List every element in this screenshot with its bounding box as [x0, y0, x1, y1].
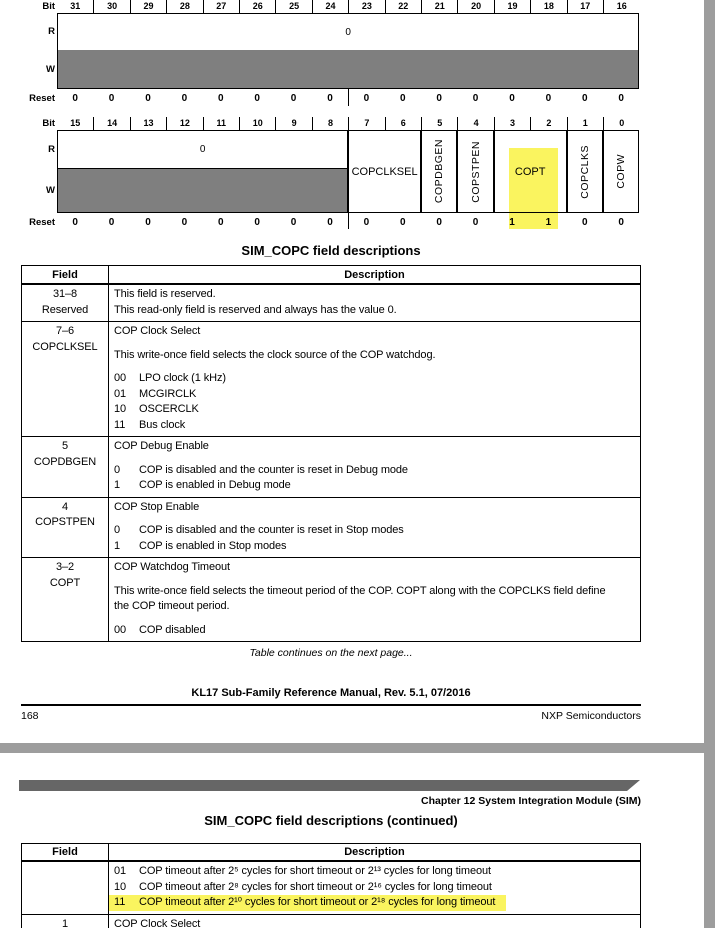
field-line: 5: [61, 440, 69, 452]
description-line: This write-once field selects the clock source of the COP watchdog.: [114, 348, 436, 361]
description-cell: [109, 558, 640, 641]
option-code: 00: [114, 623, 127, 636]
reset-value: 0: [509, 93, 515, 104]
reset-value: 0: [436, 217, 442, 228]
reset-value: 0: [618, 217, 624, 228]
field-cell-copstpen: [457, 130, 493, 213]
option-code: 10: [114, 880, 127, 893]
bit-number: 28: [166, 0, 202, 13]
field-cell: [22, 437, 109, 497]
reset-value: 0: [181, 93, 188, 104]
bit-number: 7: [348, 117, 384, 130]
table-row: [22, 497, 640, 558]
option-line: [114, 539, 640, 555]
option-text: OSCERCLK: [139, 403, 199, 415]
description-line: COP Clock Select: [114, 325, 201, 337]
option-code: 11: [114, 418, 126, 431]
blank-line: [114, 576, 640, 584]
reset-value: 0: [436, 93, 442, 104]
field-cell-copw: [603, 130, 639, 213]
reset-value: 0: [145, 217, 151, 228]
option-code: 10: [114, 403, 127, 415]
description-line: COP Clock Select: [114, 917, 201, 928]
read-row-label: R: [48, 144, 55, 155]
field-cell-copclks: [567, 130, 603, 213]
header-field: Field: [22, 266, 109, 283]
reset-value: 0: [218, 217, 224, 228]
reset-value: 0: [472, 93, 479, 104]
read-row-label: R: [48, 26, 55, 37]
bit-number: 27: [203, 0, 239, 13]
option-line: [114, 523, 640, 539]
field-cell-copdbgen: [421, 130, 457, 213]
option-text: COP is enabled in Stop modes: [139, 539, 287, 552]
chapter-header-band: [19, 780, 640, 791]
option-text: Bus clock: [139, 418, 186, 431]
description-line: This write-once field selects the timeout period of the COP. COPT along with the COPCLKS field define: [114, 584, 606, 597]
field-cell: [22, 322, 109, 436]
field-line: COPSTPEN: [35, 516, 95, 528]
field-name: COPCLKS: [578, 144, 591, 199]
blank-line: [114, 455, 640, 463]
option-text: COP is disabled and the counter is reset in Stop modes: [139, 524, 404, 536]
table-title: SIM_COPC field descriptions: [241, 243, 421, 258]
description-cell: [109, 915, 640, 928]
table-row: [22, 436, 640, 497]
table-title-continued: SIM_COPC field descriptions (continued): [204, 813, 458, 828]
bit-number: 25: [275, 0, 311, 13]
bit-number: 23: [348, 0, 384, 13]
bit-number: 17: [567, 0, 603, 13]
byte-boundary-tick: [348, 213, 349, 229]
field-cell: [22, 498, 109, 558]
option-line: [114, 371, 640, 387]
reset-value: 0: [618, 93, 624, 104]
option-line: [114, 478, 640, 494]
option-code: 11: [114, 896, 126, 908]
field-line: COPDBGEN: [33, 455, 97, 468]
field-name: COPT: [514, 165, 546, 178]
bit-number: 11: [203, 117, 239, 130]
page-2: [0, 753, 704, 928]
field-line: COPT: [49, 576, 81, 589]
field-line: 7–6: [55, 325, 75, 337]
reset-value: 0: [327, 217, 333, 228]
description-cell: [109, 285, 640, 321]
field-cell-copclksel: [348, 130, 421, 213]
reset-value: 0: [145, 93, 151, 104]
table-header-row: [22, 266, 640, 284]
table-continues-note: Table continues on the next page...: [249, 647, 413, 659]
footer-publisher: NXP Semiconductors: [541, 710, 641, 722]
table-row: [22, 557, 640, 641]
bit-row-label: Bit: [42, 1, 55, 12]
footer-page-number: 168: [21, 710, 39, 722]
field-line: COPCLKSEL: [32, 340, 98, 353]
bit-number: 12: [166, 117, 202, 130]
chapter-header: Chapter 12 System Integration Module (SIM): [421, 795, 641, 807]
reset-value: 0: [254, 217, 260, 228]
reset-value: 0: [400, 93, 406, 104]
bit-number: 10: [239, 117, 275, 130]
reset-value: 0: [582, 93, 588, 104]
field-name: COPCLKSEL: [351, 165, 418, 178]
blank-line: [114, 340, 640, 348]
table-row: [22, 321, 640, 436]
reserved-write-area: [58, 168, 347, 212]
blank-line: [114, 515, 640, 523]
bit-number: 14: [93, 117, 129, 130]
reset-value: 0: [290, 217, 297, 228]
description-line: COP Watchdog Timeout: [114, 561, 230, 573]
field-line: Reserved: [41, 303, 89, 316]
bit-number: 1: [567, 117, 603, 130]
description-line: the COP timeout period.: [114, 600, 230, 612]
option-code: 01: [114, 865, 127, 877]
reset-value: 0: [72, 217, 78, 228]
bit-number: 5: [421, 117, 457, 130]
scrollbar-track[interactable]: [704, 0, 715, 928]
reset-row-label: Reset: [29, 93, 55, 104]
bit-number: 8: [312, 117, 348, 130]
reset-row-label: Reset: [29, 217, 55, 228]
description-line: This field is reserved.: [114, 288, 216, 300]
bit-number: 9: [275, 117, 311, 130]
bit-number: 19: [494, 0, 530, 13]
option-code: 1: [114, 539, 121, 552]
bit-number: 22: [385, 0, 421, 13]
field-cell: [22, 558, 109, 641]
bit-number: 4: [457, 117, 493, 130]
write-row-cell: [57, 50, 639, 89]
option-line: [114, 880, 640, 896]
option-text: COP is enabled in Debug mode: [139, 479, 291, 491]
option-code: 1: [114, 479, 121, 491]
reset-value: 1: [509, 217, 515, 228]
bit-number: 15: [70, 118, 81, 128]
bit-number: 13: [130, 117, 166, 130]
bit-number: 0: [603, 117, 639, 130]
bit-row-label: Bit: [42, 118, 55, 129]
field-cell-copt: [494, 130, 567, 213]
field-cell: [22, 862, 109, 914]
table-row: [22, 861, 640, 914]
footer-rule: [21, 704, 641, 706]
field-descriptions-table: [21, 265, 641, 642]
bit-number: 30: [93, 0, 129, 13]
option-line-highlighted: [109, 895, 506, 911]
option-line: [114, 402, 640, 418]
table-row: [22, 284, 640, 321]
field-cell: [22, 915, 109, 928]
bit-number: 6: [385, 117, 421, 130]
bit-number: 18: [530, 0, 566, 13]
reset-value: 0: [327, 93, 333, 104]
reset-value: 0: [290, 93, 297, 104]
option-line: [114, 387, 640, 403]
option-text: COP is disabled and the counter is reset in Debug mode: [139, 463, 408, 476]
reset-value: 0: [363, 217, 370, 228]
description-cell: [109, 862, 640, 914]
reset-value: 0: [400, 217, 406, 228]
field-name: COPSTPEN: [469, 140, 482, 203]
reset-value: 0: [582, 217, 588, 228]
bit-number: 21: [421, 0, 457, 13]
header-field: Field: [22, 844, 109, 860]
description-line: COP Debug Enable: [114, 440, 209, 452]
field-cell: [22, 285, 109, 321]
option-line: [114, 418, 640, 434]
bit-number: 29: [130, 0, 166, 13]
reserved-field-cell: [57, 130, 348, 213]
reset-value: 0: [472, 217, 479, 228]
page-separator: [0, 743, 704, 753]
option-code: 01: [114, 387, 127, 400]
reset-value: 0: [218, 93, 224, 104]
reset-value: 0: [108, 217, 115, 228]
reset-value: 0: [108, 93, 115, 104]
description-cell: [109, 498, 640, 558]
byte-boundary-tick: [348, 89, 349, 106]
reset-value: 0: [72, 93, 78, 104]
field-name: COPDBGEN: [433, 139, 446, 204]
description-line: COP Stop Enable: [114, 500, 200, 513]
table-row: [22, 914, 640, 928]
reset-value: 1: [545, 217, 552, 228]
field-name: COPW: [615, 154, 628, 189]
bit-number: 20: [457, 0, 493, 13]
register-diagram-bits-31-16: [0, 0, 642, 108]
option-text: MCGIRCLK: [139, 387, 197, 400]
reset-value: 0: [545, 93, 552, 104]
field-descriptions-table-continued: [21, 843, 641, 928]
blank-line: [114, 363, 640, 371]
bit-number: 26: [239, 0, 275, 13]
option-code: 0: [114, 524, 121, 536]
field-line: 1: [61, 917, 69, 928]
option-code: 0: [114, 463, 121, 476]
read-row-cell: 0: [57, 13, 639, 51]
option-line: [114, 623, 640, 639]
option-text: COP timeout after 2¹⁰ cycles for short timeout or 2¹⁸ cycles for long timeout: [139, 896, 496, 908]
bit-number: 3: [494, 117, 530, 130]
option-text: COP disabled: [139, 623, 206, 636]
option-line: [114, 463, 640, 479]
field-line: 3–2: [55, 561, 75, 573]
reset-value: 0: [254, 93, 260, 104]
bit-number: 31: [70, 1, 81, 11]
header-description: Description: [344, 846, 405, 858]
bit-number: 2: [530, 117, 566, 130]
write-row-label: W: [46, 64, 55, 75]
header-description: Description: [344, 268, 405, 281]
option-line: [114, 864, 640, 880]
bit-number: 24: [312, 0, 348, 13]
description-line: This read-only field is reserved and always has the value 0.: [114, 303, 397, 316]
option-text: COP timeout after 2⁸ cycles for short timeout or 2¹⁶ cycles for long timeout: [139, 880, 492, 893]
blank-line: [114, 615, 640, 623]
description-cell: [109, 322, 640, 436]
option-text: COP timeout after 2⁵ cycles for short timeout or 2¹³ cycles for long timeout: [139, 865, 491, 877]
description-cell: [109, 437, 640, 497]
reserved-read-value: 0: [199, 144, 206, 155]
field-line: 4: [61, 500, 69, 513]
bit-number: 16: [603, 0, 639, 13]
write-row-label: W: [46, 185, 55, 196]
footer-manual-title: KL17 Sub-Family Reference Manual, Rev. 5.1, 07/2016: [191, 687, 471, 699]
reset-value: 0: [181, 217, 188, 228]
table-header-row: [22, 844, 640, 861]
option-text: LPO clock (1 kHz): [139, 372, 226, 384]
register-diagram-bits-15-0: [0, 116, 642, 230]
option-code: 00: [114, 372, 127, 384]
field-line: 31–8: [52, 288, 78, 300]
reset-value: 0: [363, 93, 370, 104]
